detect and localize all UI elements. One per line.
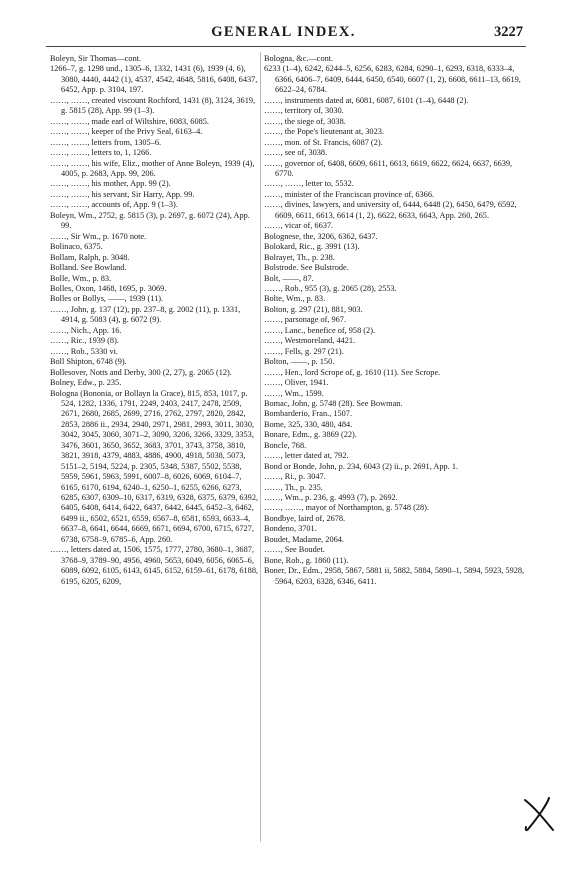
index-entry: Bollam, Ralph, p. 3048. (50, 252, 130, 262)
index-entry: Bolokard, Ric., g. 3991 (13). (264, 242, 360, 252)
index-entry: ……, Sir Wm., p. 1670 note. (50, 231, 147, 241)
index-entry: ……, ……, his wife, Eliz., mother of Anne Boleyn, 1939 (4), 4005, p. 2683, App. 99, 206. (50, 158, 255, 178)
index-entry: 1266–7, g. 1298 und., 1305–6, 1332, 1431 (6), 1939 (4, 6), 3080, 4440, 4442 (1), 4537, 4542, 4648, 5816, 6408, 6437, 6452, App. p. 3104, 197. (50, 64, 258, 95)
index-entry: ……, Wm., p. 236, g. 4993 (7), p. 2692. (264, 493, 398, 503)
index-entry: Bolt, ——, 87. (264, 273, 314, 283)
index-entry: 6233 (1–4), 6242, 6244–5, 6256, 6283, 6284, 6290–1, 6293, 6318, 6333–4, 6366, 6406–7, 6409, 6444, 6450, 6540, 6607 (1, 2), 6608, 6611–13, 6619, 6622–24, 6784. (264, 64, 521, 95)
page-header (0, 24, 567, 44)
index-entry: ……, John, g. 137 (12), pp. 237–8, g. 2002 (11), p. 1331, 4914, g. 5083 (4), g. 6072 (9). (50, 304, 241, 325)
index-entry: Bombarderio, Fran., 1507. (264, 409, 353, 419)
index-entry: ……, ……, accounts of, App. 9 (1–3). (50, 200, 178, 210)
index-entry: ……, Rob., 5330 vi. (50, 346, 118, 356)
index-entry: Bolles, Oxon, 1468, 1695, p. 3069. (50, 283, 167, 293)
index-entry: ……, Oliver, 1941. (264, 378, 329, 388)
index-entry: ……, Wm., 1599. (264, 388, 324, 398)
index-entry: Bolle, Wm., p. 83. (50, 273, 112, 283)
index-entry: ……, ……, keeper of the Privy Seal, 6163–4. (50, 127, 203, 137)
index-entry: ……, parsonage of, 967. (264, 315, 347, 325)
index-entry: ……, Ric., 1939 (8). (50, 336, 119, 346)
index-column-right (264, 54, 526, 587)
index-entry: Bome, 325, 330, 480, 484. (264, 419, 353, 429)
index-entry: Boudet, Madame, 2064. (264, 534, 344, 544)
index-entry: ……, governor of, 6408, 6609, 6611, 6613, 6619, 6622, 6624, 6637, 6639, 6770. (264, 158, 513, 178)
index-entry: ……, Rob., 955 (3), g. 2065 (28), 2553. (264, 283, 397, 293)
index-entry: ……, instruments dated at, 6081, 6087, 6101 (1–4), 6448 (2). (264, 95, 469, 105)
page-title: GENERAL INDEX. (211, 24, 356, 40)
page-number: 3227 (494, 24, 523, 40)
index-entry: ……, vicar of, 6637. (264, 221, 334, 231)
index-entry: Bolstrode. See Bulstrode. (264, 263, 349, 273)
index-entry: Bond or Bonde, John, p. 234, 6043 (2) ii., p. 2691, App. 1. (264, 461, 459, 471)
index-entry: Boleyn, Sir Thomas—cont. (50, 54, 142, 63)
index-entry: ……, ……, his mother, App. 99 (2). (50, 179, 171, 189)
index-entry: Bone, Rob., g. 1860 (11). (264, 555, 349, 565)
index-entry: ……, mon. of St. Francis, 6087 (2). (264, 137, 383, 147)
index-entry: ……, Lanc., benefice of, 958 (2). (264, 325, 376, 335)
index-entry: Boner, Dr., Edm., 2958, 5867, 5881 ii, 5882, 5884, 5890–1, 5894, 5923, 5928, 5964, 6203, 6328, 6346, 6411. (264, 566, 525, 586)
index-entry: ……, Th., p. 235. (264, 482, 323, 492)
index-entry: Bolney, Edw., p. 235. (50, 378, 122, 388)
index-entry: ……, ……, letters to, 1, 1266. (50, 148, 152, 158)
index-entry: Bolles or Bollys, ——, 1939 (11). (50, 294, 164, 304)
index-entry: ……, territory of, 3030. (264, 106, 344, 116)
index-entry: Bolland. See Bowland. (50, 263, 127, 273)
index-entry: Bondeno, 3701. (264, 524, 317, 534)
index-entry: Bologna (Bononia, or Bollayn la Grace), 815, 853, 1017, p. 524, 1282, 1336, 1791, 2249, 2403, 2417, 2478, 2509, 2671, 2680, 2685, 2699, 2716, 2762, 2797, 2820, 2842, 2853, 2886 ii., 2934, 2940, 2971, 2981, 2993, 3011, 3030, 3042, 3045, 3060, 3071–2, 3090, 3206, 3266, 3329, 3353, 3476, 3601, 3650, 3652, 3683, 3701, 3743, 3758, 3810, 3821, 3918, 4379, 4883, 4886, 4900, 4918, 5038, 5073, 5151–2, 5194, 5224, p. 2305, 5348, 5387, 5502, 5538, 5959, 5961, 5963, 5991, 6007–8, 6026, 6069, 6104–7, 6165, 6170, 6194, 6240–1, 6250–1, 6255, 6266, 6273, 6285, 6307, 6309–10, 6317, 6319, 6328, 6375, 6379, 6392, 6405, 6408, 6414, 6422, 6437, 6442, 6445, 6452–3, 6462, 6499 ii., 6502, 6521, 6559, 6567–8, 6581, 6593, 6633–4, 6637–8, 6641, 6644, 6669, 6671, 6694, 6700, 6715, 6727, 6738, 6758–9, 6785–6, App. 260. (50, 388, 259, 544)
index-entry: ……, minister of the Franciscan province of, 6366. (264, 189, 435, 199)
index-entry: Bomac, John, g. 5748 (28). See Bowman. (264, 398, 403, 408)
index-entry: ……, ……, letter to, 5532. (264, 179, 354, 189)
index-entry: ……, Fells, g. 297 (21). (264, 346, 344, 356)
index-entry: ……, the Pope's lieutenant at, 3023. (264, 127, 384, 137)
index-entry: ……, Ri., p. 3047. (264, 472, 326, 482)
index-entry: Bolton, g. 297 (21), 881, 903. (264, 304, 363, 314)
index-entry: ……, ……, mayor of Northampton, g. 5748 (28). (264, 503, 429, 513)
index-entry: Bologna, &c.—cont. (264, 54, 334, 63)
index-entry: Boncle, 768. (264, 440, 307, 450)
index-entry: Bonare, Edm., g. 3869 (22). (264, 430, 357, 440)
index-entry: ……, Westmoreland, 4421. (264, 336, 356, 346)
index-entry: Bolrayet, Th., p. 238. (264, 252, 335, 262)
index-entry: ……, ……, made earl of Wiltshire, 6083, 6085. (50, 116, 209, 126)
index-column-left (50, 54, 260, 587)
index-entry: ……, the siege of, 3038. (264, 116, 346, 126)
index-entry: Bolinaco, 6375. (50, 242, 103, 252)
index-entry: Boleyn, Wm., 2752, g. 5815 (3), p. 2697, g. 6072 (24), App. 99. (50, 210, 250, 231)
index-entry: ……, letter dated at, 792. (264, 451, 349, 461)
index-entry: ……, ……, letters from, 1305–6. (50, 137, 162, 147)
index-entry: ……, ……, created viscount Rochford, 1431 (8), 3124, 3619, g. 5815 (28), App. 99 (1–3). (50, 95, 256, 116)
index-entry: ……, Hen., lord Scrope of, g. 1610 (11). See Scrope. (264, 367, 441, 377)
index-entry: ……, divines, lawyers, and university of, 6444, 6448 (2), 6450, 6479, 6592, 6609, 6611, 6613, 6614 (1, 2), 6622, 6633, 6643, App. 260, 265. (264, 200, 517, 220)
index-entry: Bondbye, laird of, 2678. (264, 513, 346, 523)
index-entry: Bollesover, Notts and Derby, 300 (2, 27), g. 2065 (12). (50, 367, 232, 377)
index-entry: Bolognese, the, 3206, 6362, 6437. (264, 231, 378, 241)
index-entry: Boll Shipton, 6748 (9). (50, 357, 127, 367)
index-entry: ……, See Boudet. (264, 545, 325, 555)
index-entry: ……, Nich., App. 16. (50, 325, 122, 335)
index-entry: Bolton, ——, p. 150. (264, 357, 335, 367)
index-entry: ……, ……, his servant, Sir Harry, App. 99. (50, 189, 195, 199)
column-separator (260, 52, 261, 842)
header-rule (46, 46, 526, 47)
index-entry: Bolte, Wm., p. 83. (264, 294, 326, 304)
index-entry: ……, see of, 3038. (264, 148, 328, 158)
handwritten-mark (521, 794, 557, 834)
index-entry: ……, letters dated at, 1506, 1575, 1777, 2780, 3680–1, 3687, 3768–9, 3789–90, 4956, 4960, 5653, 6049, 6056, 6065–6, 6089, 6092, 6105, 6143, 6145, 6152, 6159–61, 6178, 6188, 6195, 6205, 6209, (50, 545, 259, 586)
